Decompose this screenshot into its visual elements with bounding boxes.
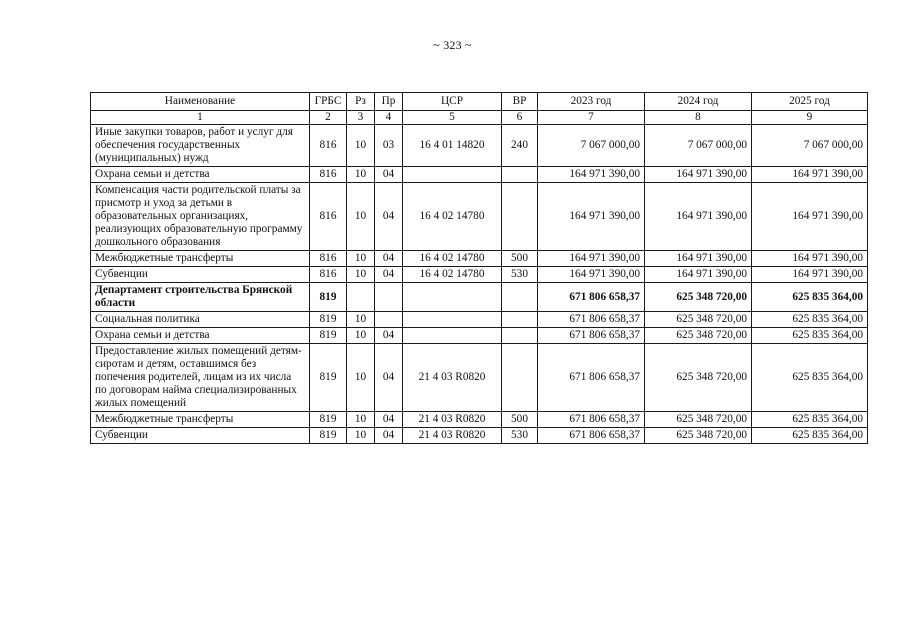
cell-name: Межбюджетные трансферты — [91, 412, 310, 428]
cell-2024: 164 971 390,00 — [645, 167, 752, 183]
column-number: 8 — [645, 111, 752, 125]
header-vr: ВР — [502, 93, 538, 111]
cell-2024: 625 348 720,00 — [645, 412, 752, 428]
budget-table — [90, 92, 868, 444]
column-number: 2 — [310, 111, 347, 125]
cell-2025: 164 971 390,00 — [752, 167, 868, 183]
cell-grbs: 816 — [310, 267, 347, 283]
cell-2023: 7 067 000,00 — [538, 125, 645, 167]
header-name: Наименование — [91, 93, 310, 111]
table-row — [91, 125, 868, 167]
cell-vr: 500 — [502, 412, 538, 428]
cell-rz: 10 — [347, 412, 375, 428]
cell-2025: 164 971 390,00 — [752, 251, 868, 267]
cell-name: Иные закупки товаров, работ и услуг для обеспечения государственных (муниципальных) нужд — [91, 125, 310, 167]
table-row — [91, 412, 868, 428]
column-number: 7 — [538, 111, 645, 125]
cell-grbs: 819 — [310, 312, 347, 328]
cell-csr: 16 4 01 14820 — [403, 125, 502, 167]
cell-rz: 10 — [347, 428, 375, 444]
header-grbs: ГРБС — [310, 93, 347, 111]
table-row — [91, 344, 868, 412]
cell-rz: 10 — [347, 183, 375, 251]
table-row — [91, 167, 868, 183]
cell-2025: 164 971 390,00 — [752, 183, 868, 251]
table-row — [91, 312, 868, 328]
column-number: 3 — [347, 111, 375, 125]
cell-rz: 10 — [347, 251, 375, 267]
cell-2024: 164 971 390,00 — [645, 183, 752, 251]
cell-pr — [375, 283, 403, 312]
cell-name: Компенсация части родительской платы за присмотр и уход за детьми в образовательных организациях, реализующих образовательную программу дошкольного образования — [91, 183, 310, 251]
cell-rz: 10 — [347, 328, 375, 344]
header-2024: 2024 год — [645, 93, 752, 111]
cell-grbs: 816 — [310, 125, 347, 167]
cell-name: Охрана семьи и детства — [91, 328, 310, 344]
cell-pr: 04 — [375, 344, 403, 412]
header-pr: Пр — [375, 93, 403, 111]
cell-vr: 240 — [502, 125, 538, 167]
cell-pr: 04 — [375, 428, 403, 444]
cell-name: Социальная политика — [91, 312, 310, 328]
cell-2025: 625 835 364,00 — [752, 428, 868, 444]
cell-csr: 21 4 03 R0820 — [403, 428, 502, 444]
cell-2023: 164 971 390,00 — [538, 251, 645, 267]
cell-csr — [403, 283, 502, 312]
cell-rz: 10 — [347, 167, 375, 183]
cell-2025: 625 835 364,00 — [752, 344, 868, 412]
cell-vr: 530 — [502, 428, 538, 444]
cell-2025: 625 835 364,00 — [752, 412, 868, 428]
table-row — [91, 251, 868, 267]
cell-pr: 04 — [375, 412, 403, 428]
table-row — [91, 183, 868, 251]
cell-name: Межбюджетные трансферты — [91, 251, 310, 267]
cell-grbs: 819 — [310, 428, 347, 444]
cell-vr — [502, 183, 538, 251]
cell-2023: 164 971 390,00 — [538, 267, 645, 283]
cell-2024: 625 348 720,00 — [645, 344, 752, 412]
cell-2024: 164 971 390,00 — [645, 267, 752, 283]
cell-rz — [347, 283, 375, 312]
table-row — [91, 283, 868, 312]
cell-2025: 625 835 364,00 — [752, 283, 868, 312]
cell-grbs: 819 — [310, 344, 347, 412]
header-rz: Рз — [347, 93, 375, 111]
cell-2024: 625 348 720,00 — [645, 328, 752, 344]
cell-csr — [403, 328, 502, 344]
cell-pr: 03 — [375, 125, 403, 167]
cell-2023: 671 806 658,37 — [538, 344, 645, 412]
cell-name: Департамент строительства Брянской области — [91, 283, 310, 312]
page-number: ~ 323 ~ — [433, 38, 472, 52]
cell-rz: 10 — [347, 312, 375, 328]
cell-name: Предоставление жилых помещений детям-сиротам и детям, оставшимся без попечения родителей, лицам из их числа по договорам найма специализированных жилых помещений — [91, 344, 310, 412]
cell-rz: 10 — [347, 344, 375, 412]
cell-vr — [502, 328, 538, 344]
cell-pr: 04 — [375, 328, 403, 344]
cell-grbs: 819 — [310, 283, 347, 312]
cell-2024: 164 971 390,00 — [645, 251, 752, 267]
cell-2023: 671 806 658,37 — [538, 428, 645, 444]
column-number-row — [91, 111, 868, 125]
cell-name: Субвенции — [91, 428, 310, 444]
cell-2023: 164 971 390,00 — [538, 183, 645, 251]
cell-2023: 671 806 658,37 — [538, 312, 645, 328]
cell-grbs: 816 — [310, 167, 347, 183]
cell-name: Субвенции — [91, 267, 310, 283]
cell-2023: 671 806 658,37 — [538, 328, 645, 344]
cell-csr: 16 4 02 14780 — [403, 183, 502, 251]
header-2025: 2025 год — [752, 93, 868, 111]
header-csr: ЦСР — [403, 93, 502, 111]
cell-pr: 04 — [375, 167, 403, 183]
cell-csr: 21 4 03 R0820 — [403, 412, 502, 428]
cell-2024: 625 348 720,00 — [645, 312, 752, 328]
cell-2025: 625 835 364,00 — [752, 328, 868, 344]
cell-pr: 04 — [375, 251, 403, 267]
cell-grbs: 816 — [310, 251, 347, 267]
cell-2023: 671 806 658,37 — [538, 283, 645, 312]
cell-2024: 625 348 720,00 — [645, 283, 752, 312]
cell-csr: 16 4 02 14780 — [403, 251, 502, 267]
cell-vr: 500 — [502, 251, 538, 267]
cell-2024: 625 348 720,00 — [645, 428, 752, 444]
table-row — [91, 267, 868, 283]
table-row — [91, 428, 868, 444]
cell-csr — [403, 167, 502, 183]
cell-2023: 164 971 390,00 — [538, 167, 645, 183]
cell-grbs: 819 — [310, 412, 347, 428]
cell-vr — [502, 344, 538, 412]
cell-2025: 625 835 364,00 — [752, 312, 868, 328]
cell-csr: 16 4 02 14780 — [403, 267, 502, 283]
cell-vr: 530 — [502, 267, 538, 283]
cell-pr: 04 — [375, 183, 403, 251]
cell-2025: 7 067 000,00 — [752, 125, 868, 167]
cell-vr — [502, 283, 538, 312]
table-header-row — [91, 93, 868, 111]
cell-vr — [502, 312, 538, 328]
cell-grbs: 816 — [310, 183, 347, 251]
column-number: 9 — [752, 111, 868, 125]
cell-vr — [502, 167, 538, 183]
cell-2025: 164 971 390,00 — [752, 267, 868, 283]
cell-pr — [375, 312, 403, 328]
cell-2023: 671 806 658,37 — [538, 412, 645, 428]
column-number: 1 — [91, 111, 310, 125]
cell-pr: 04 — [375, 267, 403, 283]
header-2023: 2023 год — [538, 93, 645, 111]
cell-name: Охрана семьи и детства — [91, 167, 310, 183]
table-row — [91, 328, 868, 344]
cell-csr: 21 4 03 R0820 — [403, 344, 502, 412]
cell-rz: 10 — [347, 125, 375, 167]
column-number: 5 — [403, 111, 502, 125]
cell-grbs: 819 — [310, 328, 347, 344]
cell-csr — [403, 312, 502, 328]
cell-2024: 7 067 000,00 — [645, 125, 752, 167]
column-number: 6 — [502, 111, 538, 125]
column-number: 4 — [375, 111, 403, 125]
cell-rz: 10 — [347, 267, 375, 283]
